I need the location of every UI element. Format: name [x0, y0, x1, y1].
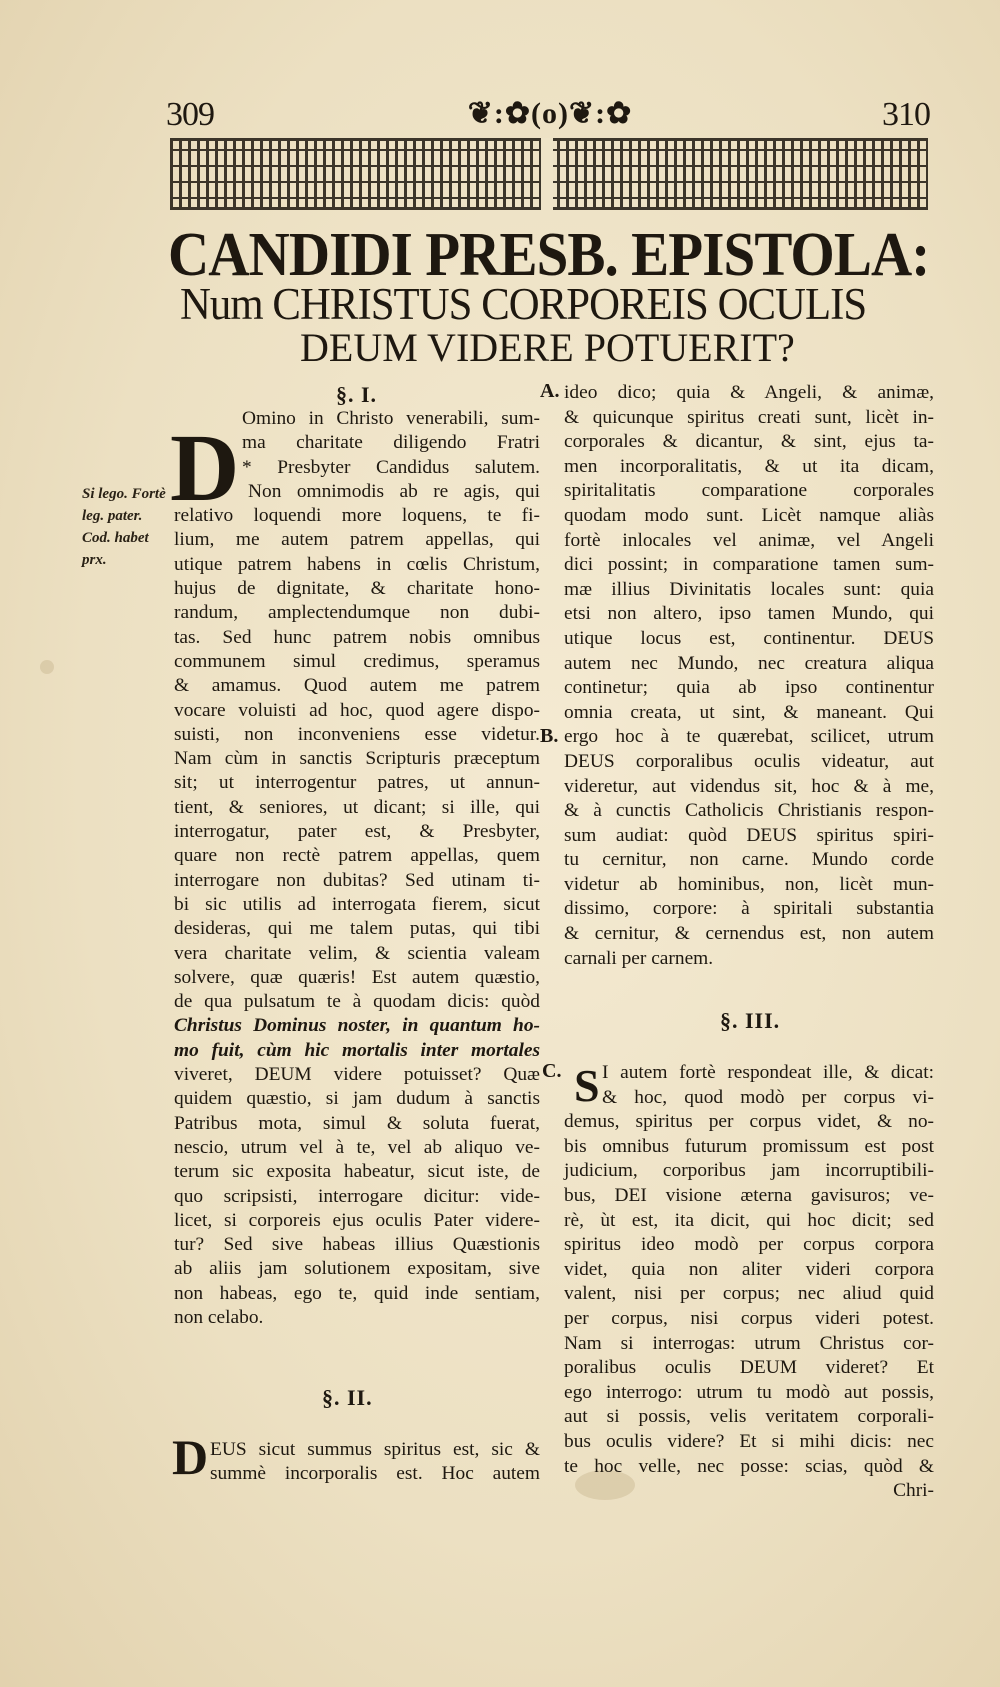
margin-note-line: Si lego. Fortè: [82, 486, 166, 502]
text-line: men incorporalitatis, & ut ita dicam,: [564, 455, 934, 477]
text-line: bis omnibus futurum promissum est post: [564, 1135, 934, 1157]
page-number-left: 309: [166, 96, 214, 133]
title-line-1: CANDIDI PRESB. EPISTOLA:: [168, 221, 930, 289]
text-line: bi sic utilis ad interrogata fierem, sicut: [174, 893, 540, 915]
margin-note-line: leg. pater.: [82, 508, 143, 524]
text-line: te hoc velle, nec posse: scias, quòd &: [564, 1455, 934, 1477]
right-column-section-3: [564, 1061, 934, 1504]
text-line: dici possint; in comparatione tamen sum-: [564, 554, 934, 576]
text-line: tur? Sed sive habeas illius Quæstionis: [174, 1234, 540, 1256]
section-heading-3: §. III.: [720, 1008, 781, 1033]
text-line: interrogatur, pater est, & Presbyter,: [174, 821, 540, 843]
text-line: videtur ab hominibus, non, licèt mun-: [564, 873, 934, 895]
text-line: rè, ùt est, ita dicit, qui hoc dicit; sed: [564, 1209, 934, 1231]
text-line: videt, quia non aliter videri corpora: [564, 1258, 934, 1280]
text-line: licet, si corporeis ejus oculis Pater videre-: [174, 1209, 540, 1231]
text-line: poralibus oculis DEUM videret? Et: [564, 1357, 934, 1379]
paper-stain: [40, 660, 54, 674]
text-line: non celabo.: [174, 1306, 264, 1328]
drop-cap-d: D: [170, 414, 240, 521]
text-line: randum, amplectendumque non dubi-: [174, 602, 540, 624]
text-line: de qua pulsatum te à quodam dicis: quòd: [174, 991, 540, 1013]
text-line: interrogare non dubitas? Sed utinam ti-: [174, 869, 540, 891]
margin-note-line: Cod. habet: [82, 530, 149, 546]
text-line: viveret, DEUM videre potuisset? Quæ: [174, 1064, 540, 1086]
text-line: Patribus mota, simul & soluta fuerat,: [174, 1112, 540, 1134]
text-line: Nam cùm in sanctis Scripturis præceptum: [174, 748, 540, 770]
margin-letter-a: A.: [540, 380, 560, 402]
left-column: [174, 407, 540, 1330]
text-line: utique locus est, continentur. DEUS: [564, 627, 934, 649]
title-line-3: DEUM VIDERE POTUERIT?: [300, 325, 795, 370]
text-line: corporales & dicantur, & sint, ejus ta-: [564, 431, 934, 453]
text-line: vocare voluisti ad hoc, quod agere dispo-: [174, 699, 540, 721]
text-line: summè incorporalis est. Hoc autem: [210, 1463, 540, 1485]
text-line: & quicunque spiritus creati sunt, licèt in-: [564, 406, 934, 428]
text-line: non habeas, ego te, quid inde sentiam,: [174, 1282, 540, 1304]
margin-letter-b: B.: [540, 725, 559, 747]
text-line: & cernitur, & cernendus est, non autem: [564, 923, 934, 945]
frieze-divider: [541, 138, 553, 210]
text-line: ab aliis jam solutionem expositam, sive: [174, 1258, 540, 1280]
margin-note-line: prx.: [82, 552, 107, 568]
text-line: fortè inlocales vel animæ, vel Angeli: [564, 529, 934, 551]
text-line: quodam modo sunt. Licèt namque aliàs: [564, 504, 934, 526]
text-line: tient, & seniores, ut dicant; si ille, qui: [174, 796, 540, 818]
section-heading-1: §. I.: [336, 382, 378, 407]
text-line: Nam si interrogas: utrum Christus cor-: [564, 1332, 934, 1354]
page-number-right: 310: [882, 96, 930, 133]
section-heading-2: §. II.: [322, 1385, 373, 1410]
text-line: per corpus, nisi corpus videri potest.: [564, 1307, 934, 1329]
text-line: solvere, quæ quæris! Est autem quæstio,: [174, 966, 540, 988]
right-column: [564, 381, 934, 971]
text-line: lium, me autem patrem appellas, qui: [174, 529, 540, 551]
text-line: & à cunctis Catholicis Christianis respon-: [564, 800, 934, 822]
text-line: mæ illius Divinitatis locales sunt: quia: [564, 578, 934, 600]
text-line: ideo dico; quia & Angeli, & animæ,: [564, 382, 934, 403]
text-line: Non omnimodis ab re agis, qui: [248, 480, 540, 502]
text-line-italic: Christus Dominus noster, in quantum ho-: [174, 1015, 540, 1037]
text-line: hujus de dignitate, & charitate hono-: [174, 578, 540, 600]
text-line: ego interrogo: utrum tu modò aut possis,: [564, 1381, 934, 1403]
text-line: carnali per carnem.: [564, 947, 714, 969]
text-line: bus, DEI visione æterna gavisuros; ve-: [564, 1184, 934, 1206]
text-line: omnia creata, ut sint, & maneant. Qui: [564, 701, 934, 723]
text-line: aut si possis, velis veritatem corporali-: [564, 1406, 934, 1428]
text-line: quare non rectè patrem appellas, quem: [174, 845, 540, 867]
text-line: desideras, qui me talem putas, qui tibi: [174, 918, 540, 940]
text-line: judicium, corporibus jam incorruptibili-: [564, 1160, 934, 1182]
text-line: relativo loquendi more loquens, te fi-: [174, 505, 540, 527]
drop-cap-s: S: [574, 1060, 600, 1111]
drop-cap-d-2: D: [172, 1429, 209, 1485]
text-line: ma charitate diligendo Fratri: [242, 432, 540, 454]
text-line: spiritus ideo modò per corpus corpora: [564, 1234, 934, 1256]
text-line: & hoc, quod modò per corpus vi-: [602, 1086, 934, 1108]
text-line: tas. Sed hunc patrem nobis omnibus: [174, 626, 540, 648]
text-line: demus, spiritus per corpus videt, & no-: [564, 1111, 934, 1133]
text-line: EUS sicut summus spiritus est, sic &: [210, 1439, 540, 1460]
left-column-section-2: [210, 1438, 540, 1487]
text-line: spiritalitatis comparatione corporales: [564, 480, 934, 502]
catchword: Chri-: [893, 1480, 934, 1502]
text-line: Omino in Christo venerabili, sum-: [242, 408, 540, 429]
text-line: * Presbyter Candidus salutem.: [242, 456, 540, 478]
text-line-italic: mo fuit, cùm hic mortalis inter mortales: [174, 1039, 540, 1061]
text-line: utique patrem habens in cœlis Christum,: [174, 553, 540, 575]
text-line: continetur; quia ab ipso continentur: [564, 677, 934, 699]
text-line: quo scripsisti, interrogare dicitur: vide-: [174, 1185, 540, 1207]
text-line: videretur, aut videndus sit, hoc & à me,: [564, 775, 934, 797]
title-line-2: Num CHRISTUS CORPOREIS OCULIS: [180, 279, 867, 329]
text-line: DEUS corporalibus oculis videatur, aut: [564, 750, 934, 772]
text-line: suisti, non inconveniens esse videtur.: [174, 723, 540, 745]
text-line: quidem quæstio, si jam dudum à sanctis: [174, 1088, 540, 1110]
text-line: autem nec Mundo, nec creatura aliqua: [564, 652, 934, 674]
text-line: terum sic exposita habeatur, sicut iste, de: [174, 1161, 540, 1183]
text-line: communem simul credimus, speramus: [174, 650, 540, 672]
text-line: sum audiat: quòd DEUS spiritus spiri-: [564, 824, 934, 846]
text-line: sit; ut interrogentur patres, ut annun-: [174, 772, 540, 794]
text-line: bus oculis videre? Et si mihi dicis: nec: [564, 1430, 934, 1452]
text-line: tu cernitur, non carne. Mundo corde: [564, 849, 934, 871]
margin-note: [82, 483, 166, 571]
text-line: etsi non altero, ipso tamen Mundo, qui: [564, 603, 934, 625]
text-line: I autem fortè respondeat ille, & dicat:: [602, 1062, 934, 1083]
text-line: vera charitate velim, & scientia valeam: [174, 942, 540, 964]
header-ornament: ❦:✿(o)❦:✿: [467, 97, 633, 130]
margin-letter-c: C.: [542, 1060, 562, 1082]
text-line: ergo hoc à te quærebat, scilicet, utrum: [564, 726, 934, 748]
text-line: nescio, utrum vel à te, vel ab aliquo ve-: [174, 1136, 540, 1158]
text-line: & amamus. Quod autem me patrem: [174, 675, 540, 697]
text-line: dissimo, corpore: à spiritali substantia: [564, 898, 934, 920]
text-line: valent, nisi per corpus; nec aliud quid: [564, 1283, 934, 1305]
